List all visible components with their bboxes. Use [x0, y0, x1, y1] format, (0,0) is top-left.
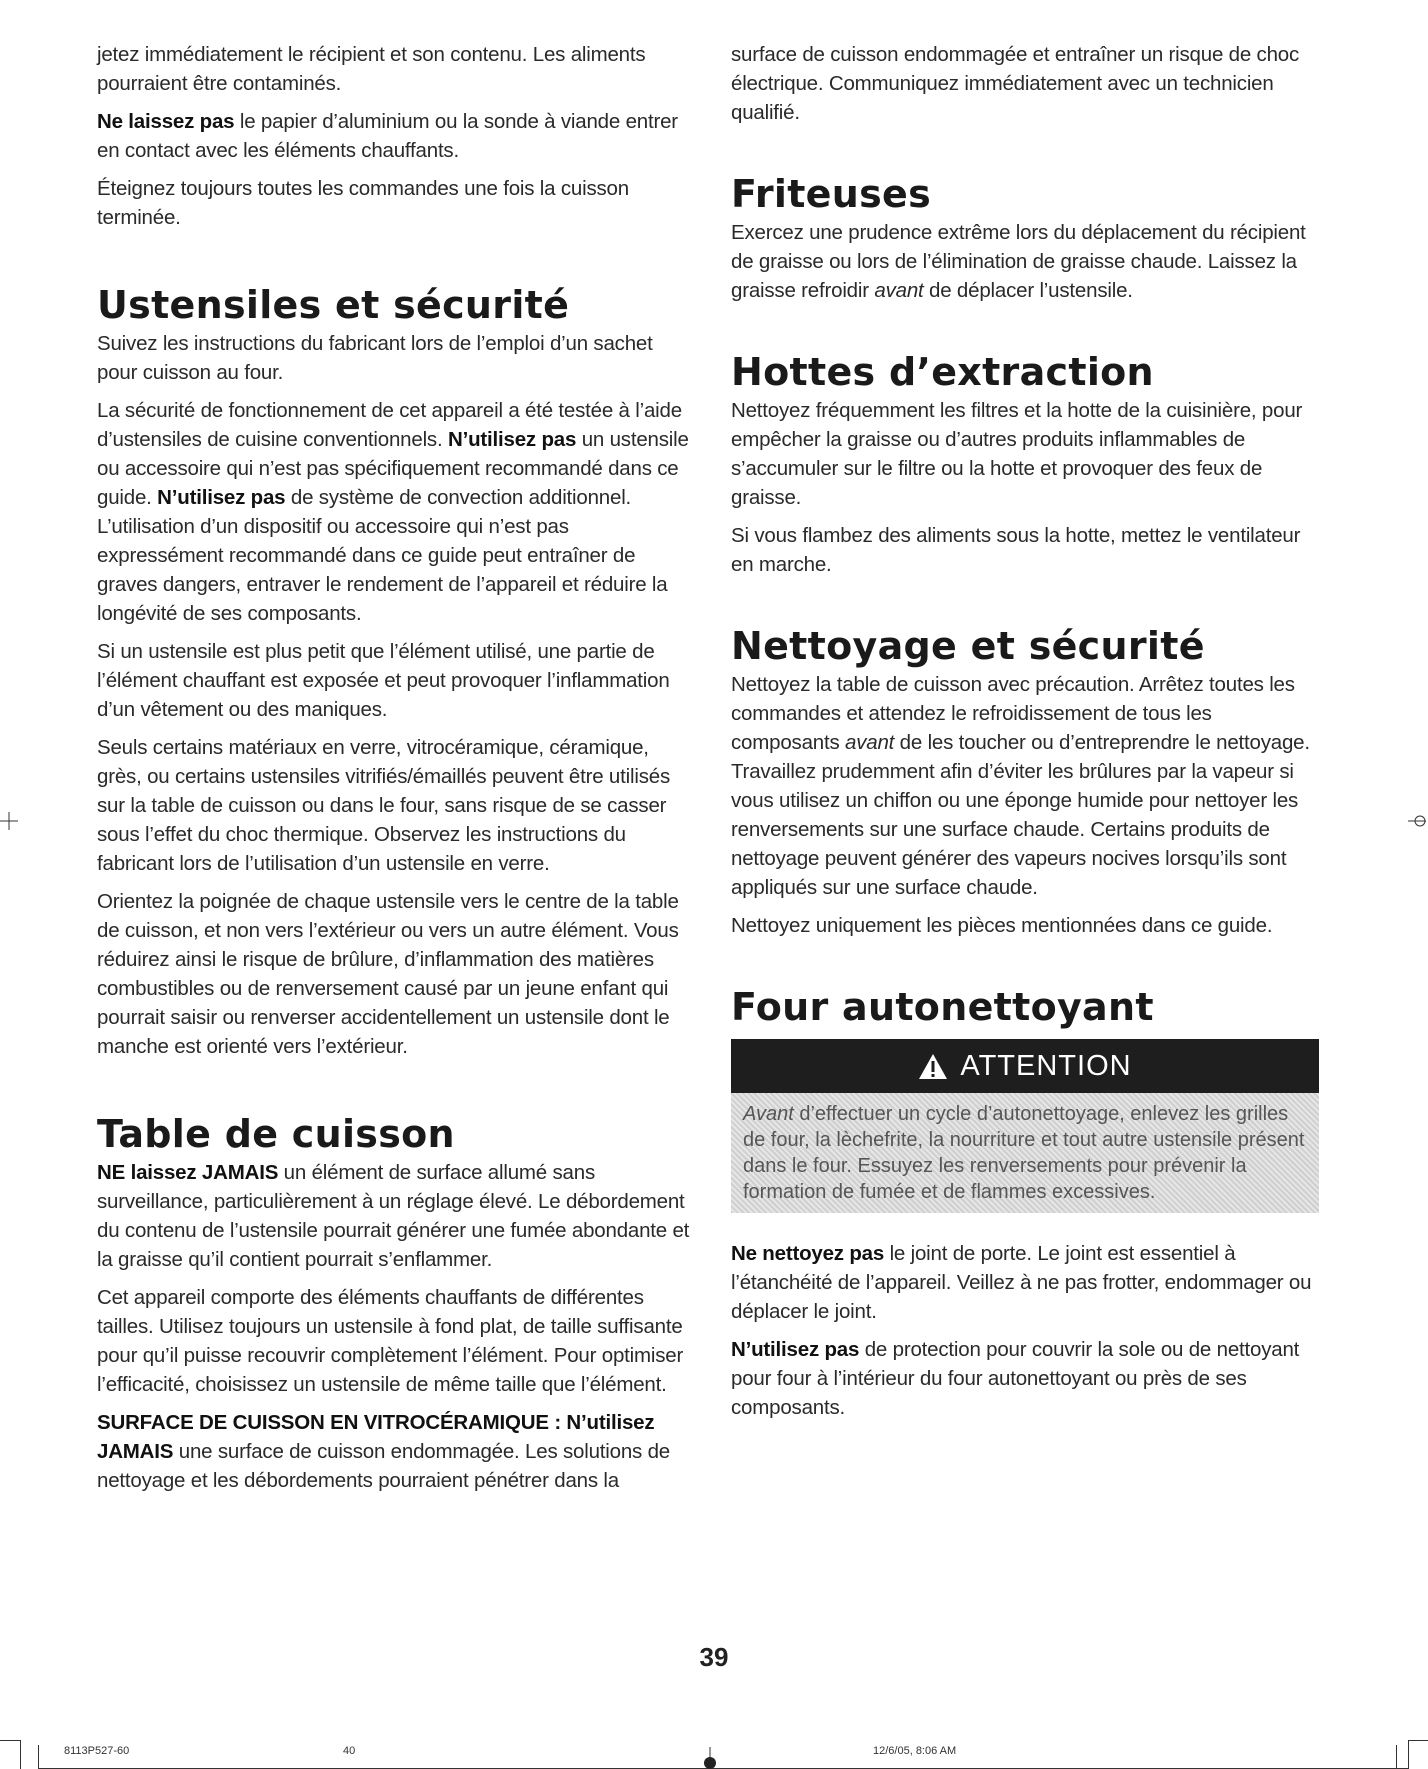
bold-phrase: N’utilisez pas	[157, 486, 286, 509]
text-run: le joint de porte. Le joint est essentiel à l’étanchéité de l’appareil. Veillez à ne pas frotter, endommager ou déplacer le joint.	[731, 1242, 1312, 1323]
crop-mark	[20, 1740, 21, 1769]
paragraph: Nettoyez uniquement les pièces mentionnées dans ce guide.	[731, 914, 1273, 937]
footer-code: 8113P527-60	[64, 1745, 130, 1757]
right-column	[731, 40, 1321, 1431]
paragraph: Seuls certains matériaux en verre, vitrocéramique, céramique, grès, ou certains ustensiles vitrifiés/émaillés peuvent être utilisés sur la table de cuisson ou dans le four, sans risque de se casser sous l’effet du choc thermique. Observez les instructions du fabricant lors de l’utilisation d’un ustensile en verre.	[97, 736, 670, 875]
crop-mark	[0, 1740, 20, 1741]
crop-mark	[38, 1745, 39, 1769]
text-run: de protection pour couvrir la sole ou de nettoyant pour four à l’intérieur du four autonettoyant ou près de ses composants.	[731, 1338, 1300, 1419]
crop-mark	[1408, 1740, 1428, 1741]
bold-phrase: Ne laissez pas	[97, 110, 235, 133]
paragraph: Si vous flambez des aliments sous la hotte, mettez le ventilateur en marche.	[731, 524, 1301, 576]
paragraph: jetez immédiatement le récipient et son contenu. Les aliments pourraient être contaminés.	[97, 43, 646, 95]
attention-header	[731, 1039, 1319, 1093]
paragraph	[731, 1335, 1321, 1422]
text-run: un ustensile ou accessoire qui n’est pas spécifiquement recommandé dans ce guide.	[97, 428, 689, 509]
bold-phrase: NE laissez JAMAIS	[97, 1161, 279, 1184]
paragraph: Orientez la poignée de chaque ustensile vers le centre de la table de cuisson, et non vers l’extérieur ou vers un autre élément. Vous réduirez ainsi le risque de brûlure, d’inflammation des matières combustibles ou de renversement causé par un jeune enfant qui pourrait saisir ou renverser accidentellement un ustensile dont le manche est orienté vers l’extérieur.	[97, 890, 679, 1058]
text-run: Nettoyez la table de cuisson avec précaution. Arrêtez toutes les commandes et attendez le refroidissement de tous les composants	[731, 673, 1295, 754]
left-column	[97, 40, 695, 1504]
text-run: de système de convection additionnel. L’utilisation d’un dispositif ou accessoire qui n’est pas expressément recommandé dans ce guide peut entraîner de graves dangers, entraver le rendement de l’appareil et réduire la longévité de ses composants.	[97, 486, 668, 625]
footer-date: 12/6/05, 8:06 AM	[873, 1745, 957, 1757]
paragraph	[731, 218, 1321, 305]
paragraph: Suivez les instructions du fabricant lors de l’emploi d’un sachet pour cuisson au four.	[97, 332, 653, 384]
text-run: Exercez une prudence extrême lors du déplacement du récipient de graisse ou lors de l’élimination de graisse chaude. Laissez la graisse refroidir	[731, 221, 1306, 302]
registration-mark-bottom	[699, 1747, 721, 1769]
paragraph	[731, 670, 1321, 902]
text-run: de déplacer l’ustensile.	[923, 279, 1133, 302]
italic-word: avant	[845, 731, 895, 754]
section-heading-four-autonettoyant: Four autonettoyant	[731, 985, 1154, 1029]
section-heading-table-cuisson: Table de cuisson	[97, 1112, 455, 1156]
section-heading-hottes: Hottes d’extraction	[731, 350, 1154, 394]
section-heading-nettoyage: Nettoyage et sécurité	[731, 624, 1205, 668]
text-run: d’effectuer un cycle d’autonettoyage, enlevez les grilles de four, la lèchefrite, la nourriture et tout autre ustensile présent dans le four. Essuyez les renversements pour prévenir la formation de fumée et de flammes excessives.	[743, 1103, 1305, 1203]
paragraph	[731, 1239, 1321, 1326]
italic-word: Avant	[743, 1103, 794, 1125]
attention-label: ATTENTION	[960, 1049, 1132, 1082]
paragraph: Éteignez toujours toutes les commandes une fois la cuisson terminée.	[97, 177, 629, 229]
footer-sheet-number: 40	[343, 1745, 356, 1757]
text-run: de les toucher ou d’entreprendre le nettoyage. Travaillez prudemment afin d’éviter les brûlures par la vapeur si vous utilisez un chiffon ou une éponge humide pour nettoyer les renversements sur une surface chaude. Certains produits de nettoyage peuvent générer des vapeurs nocives lorsqu’ils sont appliqués sur une surface chaude.	[731, 731, 1310, 899]
section-heading-friteuses: Friteuses	[731, 172, 931, 216]
text-run: La sécurité de fonctionnement de cet appareil a été testée à l’aide d’ustensiles de cuisine conventionnels.	[97, 399, 682, 451]
paragraph: Cet appareil comporte des éléments chauffants de différentes tailles. Utilisez toujours un ustensile à fond plat, de taille suffisante pour qu’il puisse recouvrir complètement l’élément. Pour optimiser l’efficacité, choisissez un ustensile de même taille que l’élément.	[97, 1286, 684, 1396]
text-run: un élément de surface allumé sans surveillance, particulièrement à un réglage élevé. Le débordement du contenu de l’ustensile pourrait générer une fumée abondante et la graisse qu’il contient pourrait s’enflammer.	[97, 1161, 690, 1271]
registration-mark-right	[1408, 812, 1426, 830]
registration-mark-left	[0, 812, 18, 830]
paragraph: surface de cuisson endommagée et entraîner un risque de choc électrique. Communiquez immédiatement avec un technicien qualifié.	[731, 43, 1300, 124]
page-number: 39	[699, 1642, 729, 1672]
paragraph	[97, 1158, 695, 1274]
paragraph	[97, 396, 695, 628]
crop-mark	[1396, 1745, 1397, 1769]
attention-box	[731, 1039, 1319, 1213]
paragraph	[97, 107, 695, 165]
section-heading-ustensiles: Ustensiles et sécurité	[97, 283, 570, 327]
warning-triangle-icon	[918, 1053, 948, 1080]
paragraph: Si un ustensile est plus petit que l’élément utilisé, une partie de l’élément chauffant est exposée et peut provoquer l’inflammation d’un vêtement ou des maniques.	[97, 640, 670, 721]
paragraph	[97, 1408, 695, 1495]
bold-phrase: SURFACE DE CUISSON EN VITROCÉRAMIQUE : N’utilisez JAMAIS	[97, 1411, 655, 1463]
attention-text	[731, 1093, 1319, 1213]
bold-phrase: N’utilisez pas	[447, 428, 577, 451]
crop-mark	[1408, 1740, 1409, 1769]
italic-word: avant	[874, 279, 924, 302]
bold-phrase: N’utilisez pas	[731, 1338, 860, 1361]
text-run: le papier d’aluminium ou la sonde à viande entrer en contact avec les éléments chauffants.	[97, 110, 678, 162]
bold-phrase: Ne nettoyez pas	[731, 1242, 885, 1265]
paragraph: Nettoyez fréquemment les filtres et la hotte de la cuisinière, pour empêcher la graisse ou d’autres produits inflammables de s’accumuler sur le filtre ou la hotte et provoquer des feux de graisse.	[731, 399, 1303, 509]
text-run: une surface de cuisson endommagée. Les solutions de nettoyage et les débordements pourraient pénétrer dans la	[97, 1440, 670, 1492]
